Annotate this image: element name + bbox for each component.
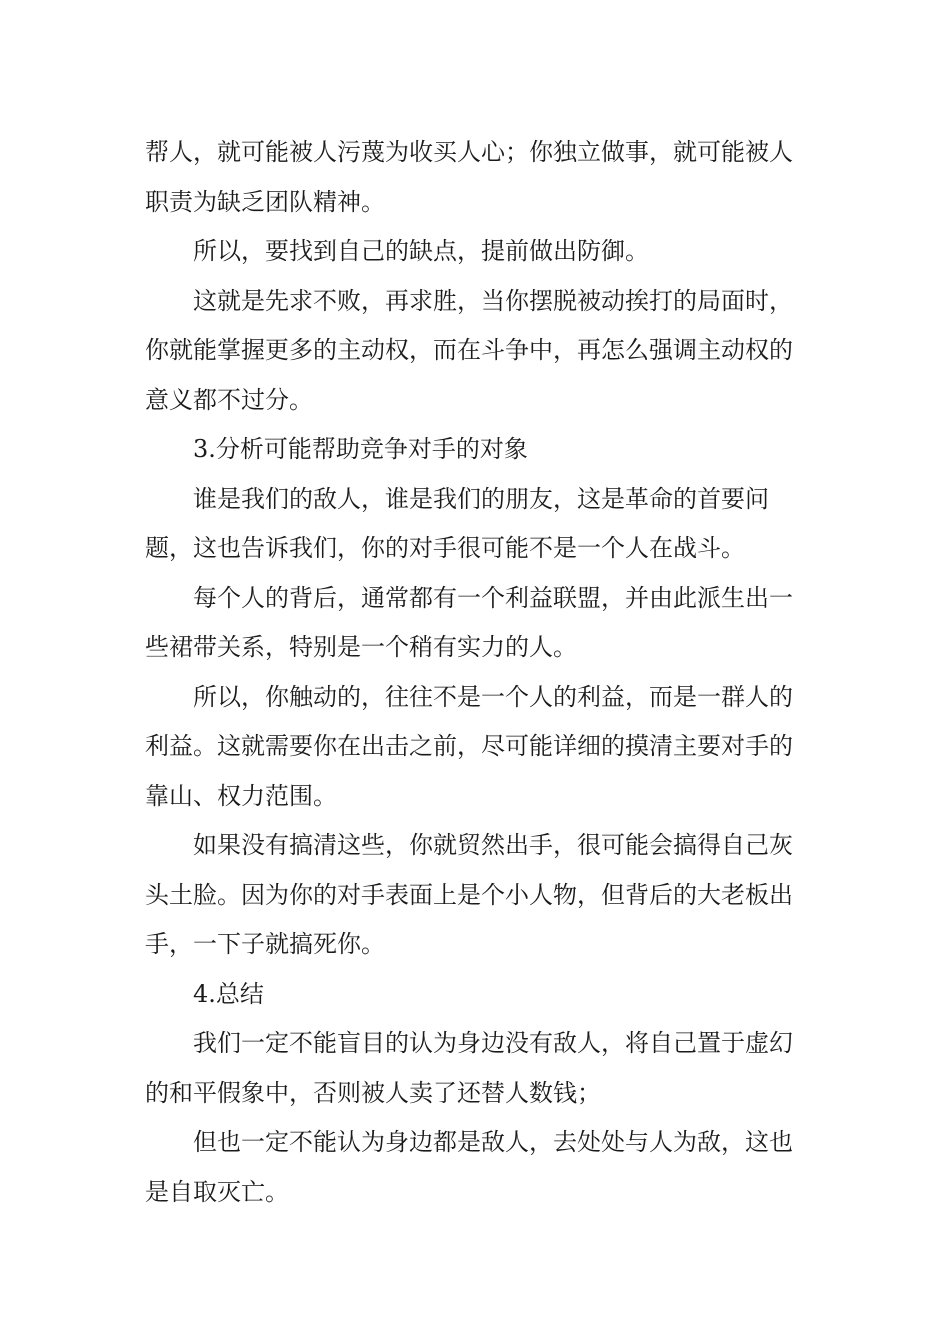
paragraph-continuation: 帮人，就可能被人污蔑为收买人心；你独立做事，就可能被人职责为缺乏团队精神。 <box>145 138 793 216</box>
paragraph: 谁是我们的敌人，谁是我们的朋友，这是革命的首要问题，这也告诉我们，你的对手很可能不是一个人在战斗。 <box>145 484 769 562</box>
paragraph: 所以，要找到自己的缺点，提前做出防御。 <box>193 237 649 265</box>
paragraph: 所以，你触动的，往往不是一个人的利益，而是一群人的利益。这就需要你在出击之前，尽可能详细的摸清主要对手的靠山、权力范围。 <box>145 682 793 810</box>
paragraph: 如果没有搞清这些，你就贸然出手，很可能会搞得自己灰头土脸。因为你的对手表面上是个小人物，但背后的大老板出手，一下子就搞死你。 <box>145 831 793 958</box>
paragraph: 这就是先求不败，再求胜，当你摆脱被动挨打的局面时，你就能掌握更多的主动权，而在斗争中，再怎么强调主动权的意义都不过分。 <box>145 286 793 414</box>
paragraph: 但也一定不能认为身边都是敌人，去处处与人为敌，这也是自取灭亡。 <box>145 1128 793 1206</box>
paragraph: 每个人的背后，通常都有一个利益联盟，并由此派生出一些裙带关系，特别是一个稍有实力的人。 <box>145 583 793 661</box>
section-heading: 4.总结 <box>193 979 264 1008</box>
paragraph: 我们一定不能盲目的认为身边没有敌人，将自己置于虚幻的和平假象中，否则被人卖了还替人数钱； <box>145 1029 793 1107</box>
section-heading: 3.分析可能帮助竞争对手的对象 <box>193 435 528 463</box>
document-body <box>145 128 810 1217</box>
